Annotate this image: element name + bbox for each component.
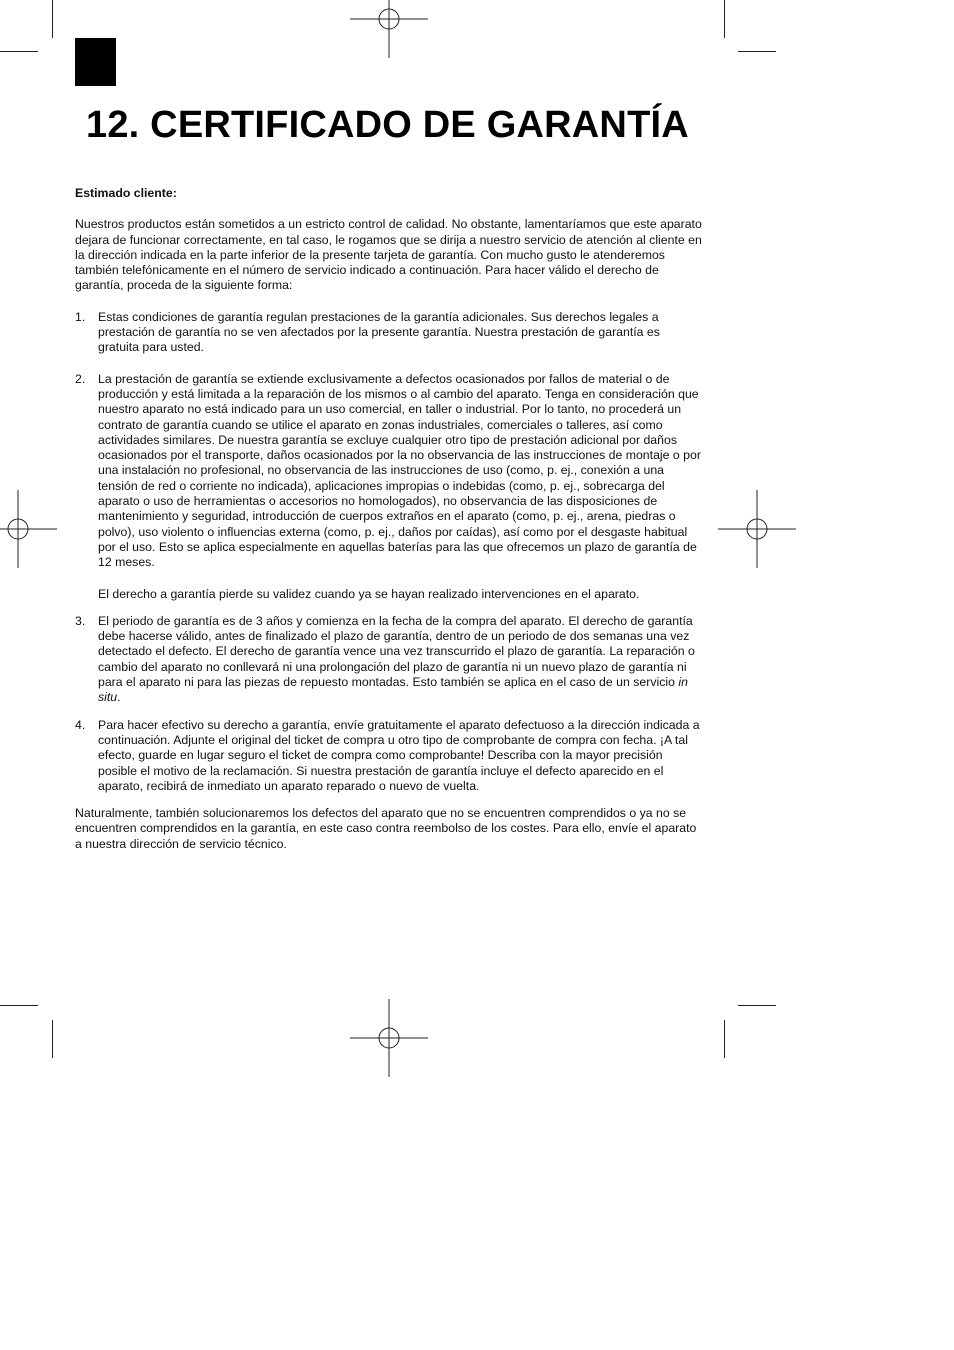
list-item-number: 3. xyxy=(75,613,86,628)
list-item-number: 1. xyxy=(75,309,86,324)
registration-mark-icon xyxy=(350,999,428,1077)
warranty-body xyxy=(75,186,703,864)
registration-mark-icon xyxy=(350,0,428,58)
italic-term: in situ xyxy=(98,675,688,705)
list-item-number: 4. xyxy=(75,717,86,732)
salutation: Estimado cliente: xyxy=(75,186,177,200)
crop-mark xyxy=(724,1020,725,1058)
conditions-list xyxy=(75,310,703,794)
list-item-number: 2. xyxy=(75,371,86,386)
crop-mark xyxy=(52,0,53,38)
crop-mark xyxy=(0,1005,38,1006)
list-item xyxy=(75,614,703,706)
crop-mark xyxy=(738,1005,776,1006)
list-item-text: Para hacer efectivo su derecho a garantía, envíe gratuitamente el aparato defectuoso a la dirección indicada a continuación. Adjunte el original del ticket de compra u otro tipo de comprobante de compra con fecha. ¡A tal efecto, guarde en lugar seguro el ticket de compra como comprobante! Describa con la mayor precisión posible el motivo de la reclamación. Si nuestra prestación de garantía incluye el defecto aparecido en el aparato, recibirá de inmediato un aparato reparado o nuevo de vuelta. xyxy=(98,717,700,793)
list-item-note: El derecho a garantía pierde su validez cuando ya se hayan realizado intervenciones en el aparato. xyxy=(98,586,640,601)
crop-mark xyxy=(724,0,725,38)
crop-mark xyxy=(738,51,776,52)
list-item xyxy=(75,372,703,602)
registration-mark-icon xyxy=(0,490,57,568)
registration-mark-icon xyxy=(718,490,796,568)
list-item-text: El periodo de garantía es de 3 años y comienza en la fecha de la compra del aparato. El derecho de garantía debe hacerse válido, antes de finalizado el plazo de garantía, dentro de un periodo de dos semanas una vez detectado el defecto. El derecho de garantía vence una vez transcurrido el plazo de garantía. La reparación o cambio del aparato no conllevará ni una prolongación del plazo de garantía ni un nuevo plazo de garantía ni para el aparato ni para las piezas de repuesto montadas. Esto también se aplica en el caso de un servicio in situ. xyxy=(98,613,695,705)
page-title: 12. CERTIFICADO DE GARANTÍA xyxy=(86,104,689,146)
list-item xyxy=(75,310,703,356)
list-item-text: Estas condiciones de garantía regulan prestaciones de la garantía adicionales. Sus derechos legales a prestación de garantía no se ven afectados por la presente garantía. Nuestra prestación de garantía es gratuita para usted. xyxy=(98,309,660,355)
intro-paragraph: Nuestros productos están sometidos a un estricto control de calidad. No obstante, lamentaríamos que este aparato dejara de funcionar correctamente, en tal caso, le rogamos que se dirija a nuestro servicio de atención al cliente en la dirección indicada en la parte inferior de la presente tarjeta de garantía. Con mucho gusto le atenderemos también telefónicamente en el número de servicio indicado a continuación. Para hacer válido el derecho de garantía, proceda de la siguiente forma: xyxy=(75,217,702,293)
section-tab-block xyxy=(75,38,116,86)
crop-mark xyxy=(52,1020,53,1058)
list-item-text: La prestación de garantía se extiende exclusivamente a defectos ocasionados por fallos de material o de producción y está limitada a la reparación de los mismos o al cambio del aparato. Tenga en consideración que nuestro aparato no está indicado para un uso comercial, en taller o industrial. Por lo tanto, no procederá un contrato de garantía cuando se utilice el aparato en zonas industriales, comerciales o talleres, así como actividades similares. De nuestra garantía se excluye cualquier otro tipo de prestación adicional por daños ocasionados por el transporte, daños ocasionados por la no observancia de las instrucciones de montaje o por una instalación no profesional, no observancia de las instrucciones de uso (como, p. ej., conexión a una tensión de red o corriente no indicada), aplicaciones impropias o indebidas (como, p. ej., sobrecarga del aparato o uso de herramientas o accesorios no homologados), no observancia de las disposiciones de mantenimiento y seguridad, introducción de cuerpos extraños en el aparato (como, p. ej., arena, piedras o polvo), uso violento o influencias externa (como, p. ej., daños por caídas), así como por el desgaste habitual por el uso. Esto se aplica especialmente en aquellas baterías para las que ofrecemos un plazo de garantía de 12 meses. xyxy=(98,371,701,570)
list-item xyxy=(75,718,703,794)
crop-mark xyxy=(0,51,38,52)
closing-paragraph: Naturalmente, también solucionaremos los defectos del aparato que no se encuentren comprendidos o ya no se encuentren comprendidos en la garantía, en este caso contra reembolso de los costes. Para ello, envíe el aparato a nuestra dirección de servicio técnico. xyxy=(75,806,697,851)
